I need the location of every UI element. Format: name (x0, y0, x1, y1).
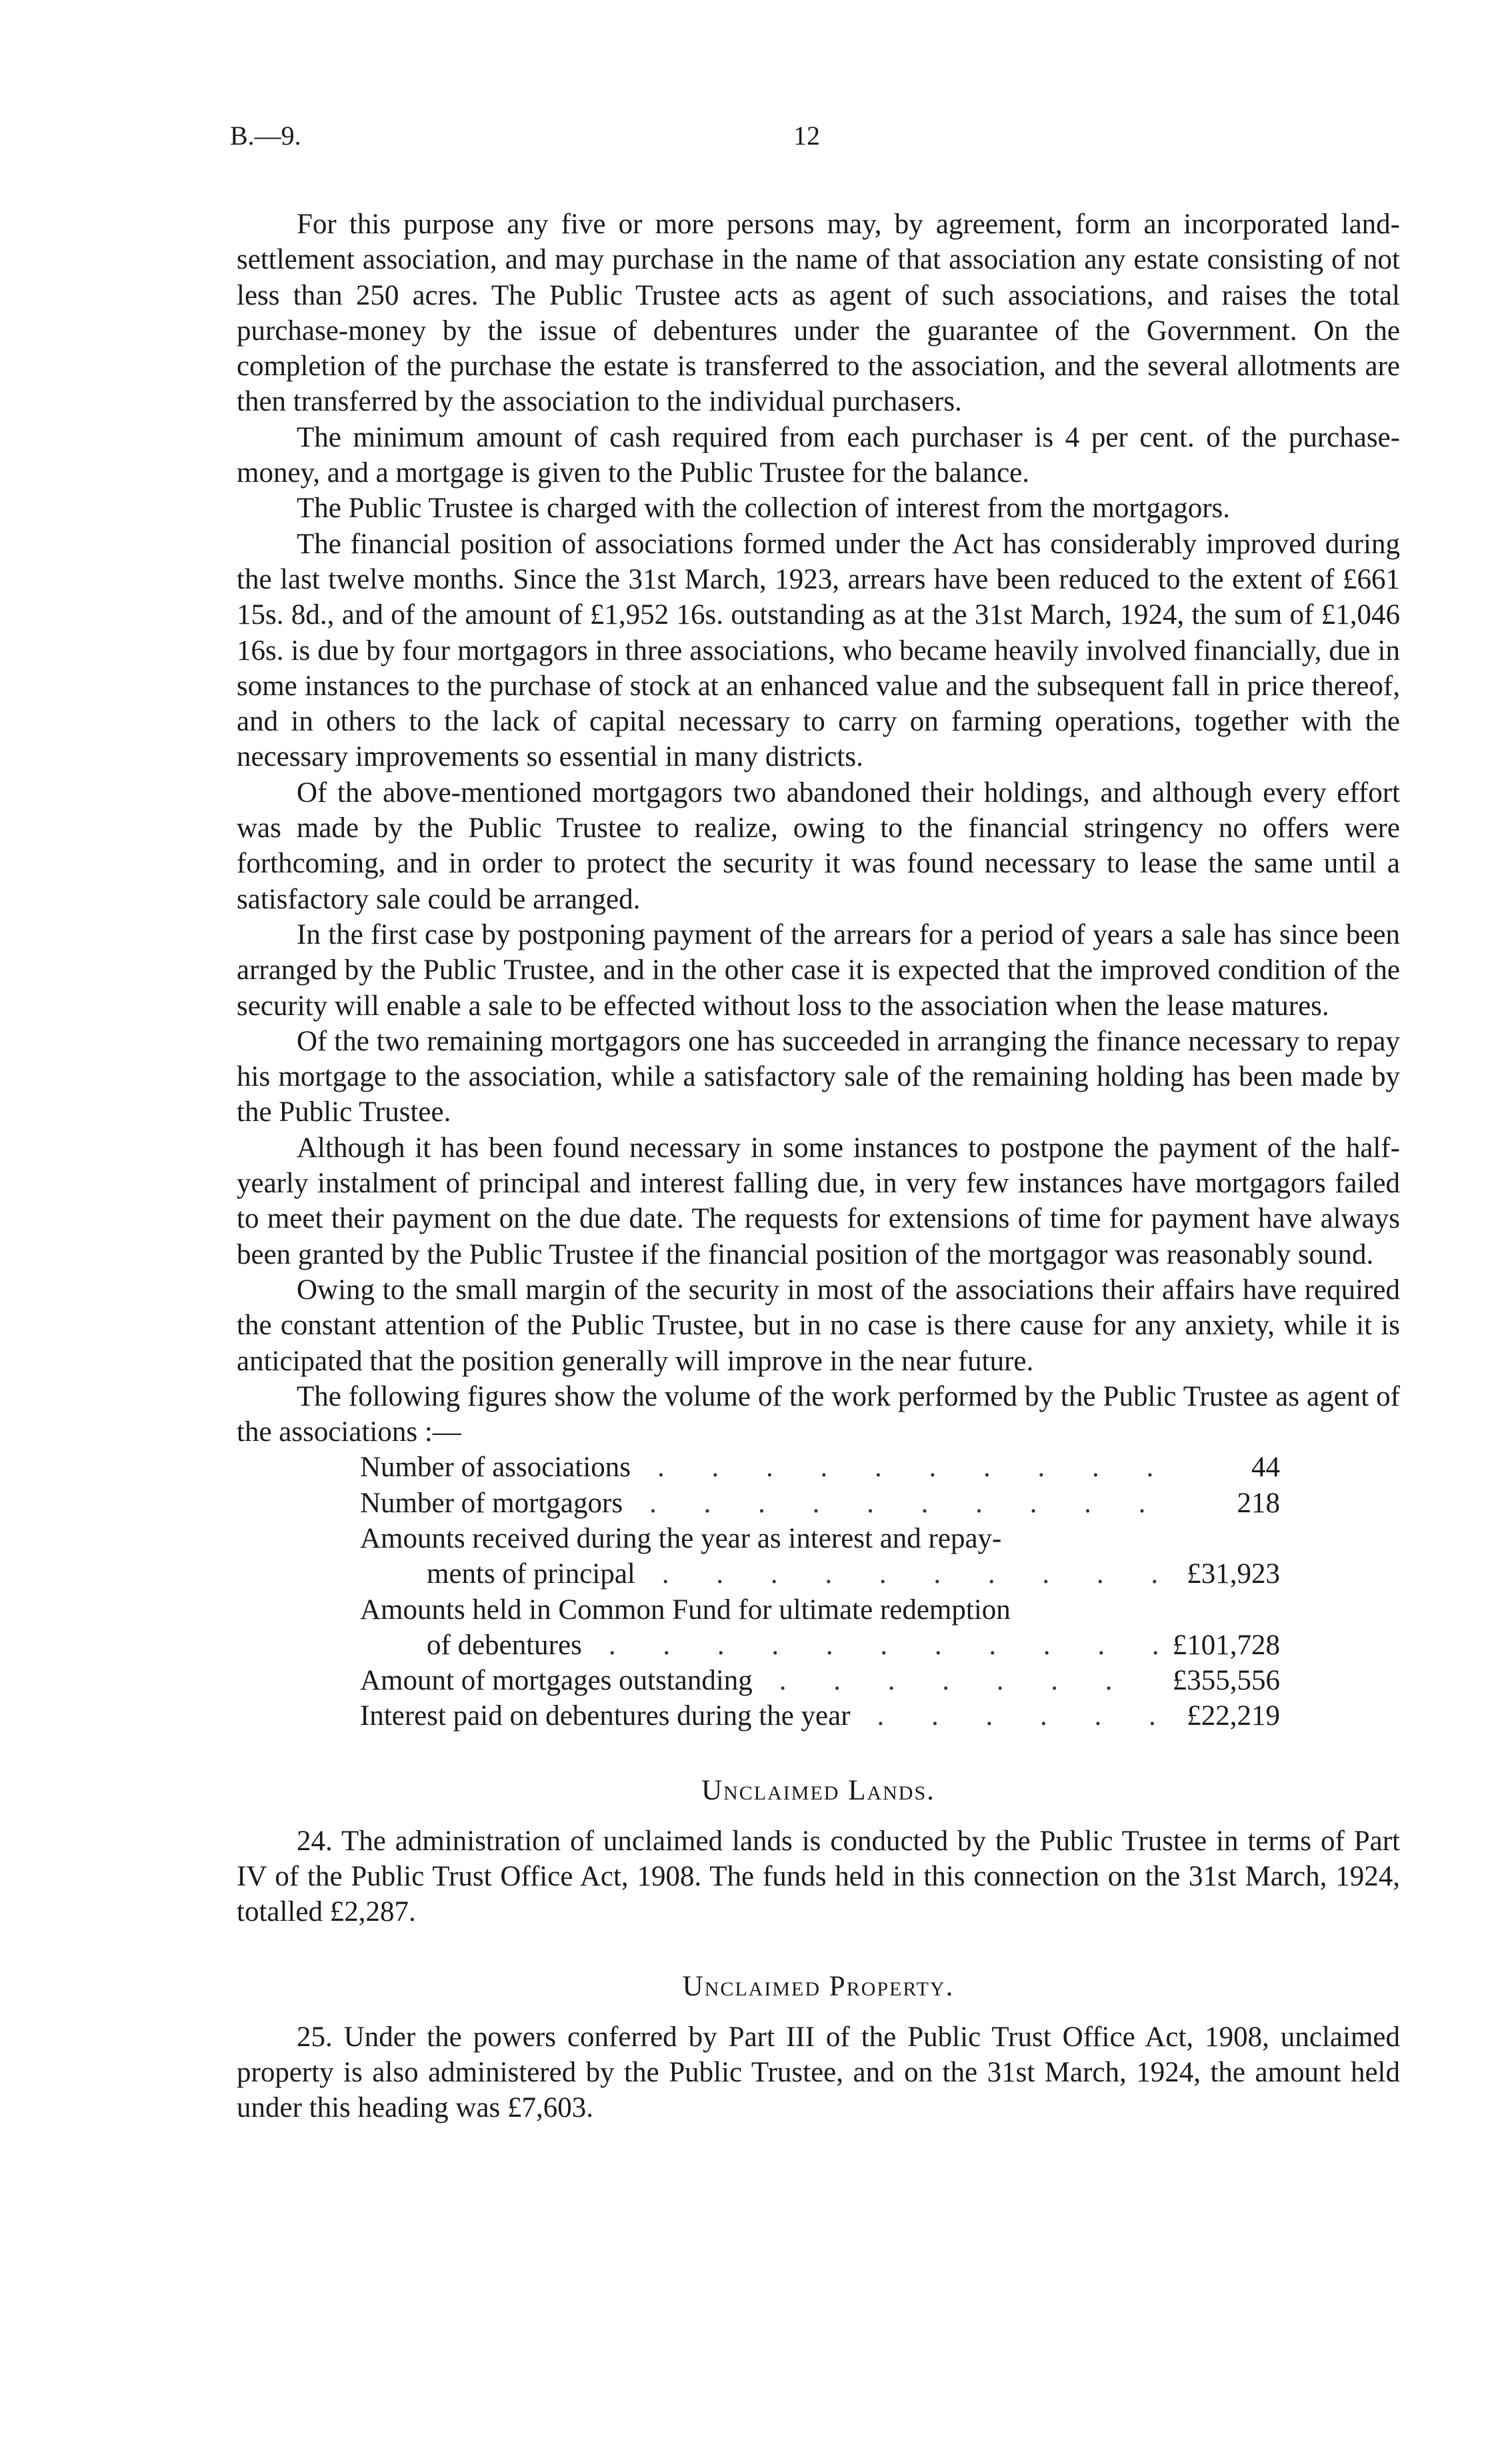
paragraph: Of the two remaining mortgagors one has succeeded in arranging the finance necessary to repay his mortgage to the association, while a satisfactory sale of the remaining holding has been made by the Public Trustee. (237, 1025, 1400, 1128)
paragraph: Of the above-mentioned mortgagors two abandoned their holdings, and although every effort was made by the Public Trustee to realize, owing to the financial stringency no offers were forthcoming, and in order to protect the security it was found necessary to lease the same until a satisfactory sale could be arranged. (237, 776, 1400, 915)
stat-label-line: Amounts received during the year as interest and repay- (360, 1522, 1002, 1554)
stat-label: ments of principal (427, 1558, 635, 1590)
section-heading-unclaimed-property: Unclaimed Property. (682, 1970, 955, 2002)
paragraph: For this purpose any five or more persons may, by agreement, form an incorporated land-settlement association, and may purchase in the name of that association any estate consisting of not less than 250 acres. The Public Trustee acts as agent of such associations, and raises the total purchase-money by the issue of debentures under the guarantee of the Government. On the completion of the purchase the estate is transferred to the association, and the several allotments are then transferred by the association to the individual purchasers. (237, 209, 1400, 418)
page-number: 12 (793, 121, 820, 151)
stat-value: £31,923 (1187, 1558, 1280, 1590)
paragraph: The Public Trustee is charged with the collection of interest from the mortgagors. (297, 493, 1230, 525)
section-heading-unclaimed-lands: Unclaimed Lands. (701, 1774, 935, 1806)
paragraph: Although it has been found necessary in some instances to postpone the payment of the half-yearly instalment of principal and interest falling due, in very few instances have mortgagors failed to meet their payment on the due date. The requests for extensions of time for payment have always been granted by the Public Trustee if the financial position of the mortgagor was reasonably sound. (237, 1132, 1400, 1270)
paragraph-unclaimed-lands: 24. The administration of unclaimed lands is conducted by the Public Trustee in terms of Part IV of the Public Trust Office Act, 1908. The funds held in this connection on the 31st March, 1924, totalled £2,287. (237, 1825, 1400, 1928)
stat-label: Amount of mortgages outstanding (360, 1665, 753, 1697)
stat-row-interest (360, 1698, 1280, 1734)
dot-leader (635, 1556, 1160, 1592)
dot-leader (582, 1628, 1160, 1663)
stat-row-outstanding (360, 1663, 1280, 1698)
dot-leader (851, 1698, 1160, 1734)
stat-value: 218 (1237, 1487, 1280, 1519)
document-reference: B.—9. (230, 121, 301, 151)
statistics-table (360, 1450, 1280, 1734)
page-header (230, 120, 1400, 167)
stat-row-common-fund (360, 1628, 1280, 1663)
stat-value: £355,556 (1172, 1665, 1280, 1697)
paragraph: The following figures show the volume of the work performed by the Public Trustee as agent of the associations :— (237, 1380, 1400, 1448)
dot-leader (753, 1663, 1160, 1698)
paragraph-unclaimed-property: 25. Under the powers conferred by Part III of the Public Trust Office Act, 1908, unclaimed property is also administered by the Public Trustee, and on the 31st March, 1924, the amount held under this heading was £7,603. (237, 2021, 1400, 2124)
stat-row-received (360, 1556, 1280, 1592)
stat-label: of debentures (427, 1629, 582, 1661)
document-page (230, 120, 1400, 2126)
paragraph: Owing to the small margin of the security in most of the associations their affairs have required the constant attention of the Public Trustee, but in no case is there cause for any anxiety, while it is anticipated that the position generally will improve in the near future. (237, 1274, 1400, 1377)
stat-label: Number of associations (360, 1452, 631, 1484)
stat-label: Interest paid on debentures during the year (360, 1700, 851, 1732)
stat-value: £22,219 (1187, 1700, 1280, 1732)
stat-label: Number of mortgagors (360, 1487, 623, 1519)
stat-value: £101,728 (1172, 1629, 1280, 1661)
paragraph: The minimum amount of cash required from each purchaser is 4 per cent. of the purchase-money, and a mortgage is given to the Public Trustee for the balance. (237, 421, 1400, 489)
stat-row-mortgagors (360, 1486, 1280, 1521)
dot-leader (631, 1450, 1160, 1485)
stat-row-associations (360, 1450, 1280, 1485)
paragraph: In the first case by postponing payment of the arrears for a period of years a sale has since been arranged by the Public Trustee, and in the other case it is expected that the improved condition of the security will enable a sale to be effected without loss to the association when the lease matures. (237, 918, 1400, 1022)
stat-label-line: Amounts held in Common Fund for ultimate redemption (360, 1594, 1011, 1626)
dot-leader (623, 1486, 1160, 1521)
paragraph: The financial position of associations formed under the Act has considerably improved during the last twelve months. Since the 31st March, 1923, arrears have been reduced to the extent of £661 15s. 8d., and of the amount of £1,952 16s. outstanding as at the 31st March, 1924, the sum of £1,046 16s. is due by four mortgagors in three associations, who became heavily involved financially, due in some instances to the purchase of stock at an enhanced value and the subsequent fall in price thereof, and in others to the lack of capital necessary to carry on farming operations, together with the necessary improvements so essential in many districts. (237, 528, 1400, 773)
stat-value: 44 (1251, 1452, 1280, 1484)
